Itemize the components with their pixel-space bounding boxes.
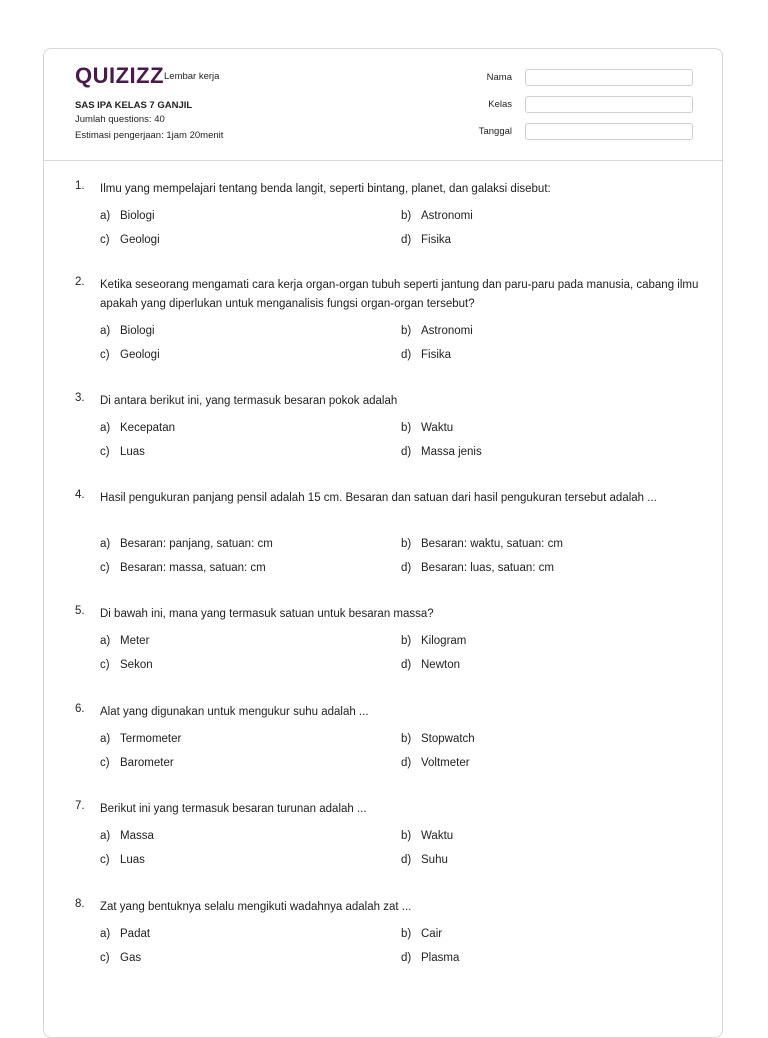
option-c: c) Geologi — [100, 234, 160, 246]
question-text: Hasil pengukuran panjang pensil adalah 15 cm. Besaran dan satuan dari hasil pengukuran tersebut adalah ... — [100, 492, 657, 504]
option-d: d) Plasma — [401, 952, 460, 964]
option-a: a) Padat — [100, 928, 151, 940]
option-c: c) Sekon — [100, 659, 153, 671]
question-number: 6. — [75, 703, 85, 715]
option-a: a) Meter — [100, 635, 150, 647]
option-d: d) Suhu — [401, 854, 448, 866]
option-a: a) Biologi — [100, 325, 155, 337]
question-count: Jumlah questions: 40 — [75, 114, 165, 125]
name-label: Nama — [486, 72, 512, 83]
question-text: Ilmu yang mempelajari tentang benda langit, seperti bintang, planet, dan galaksi disebut: — [100, 183, 551, 195]
option-a: a) Kecepatan — [100, 422, 175, 434]
option-a: a) Besaran: panjang, satuan: cm — [100, 538, 273, 550]
estimated-time: Estimasi pengerjaan: 1jam 20menit — [75, 130, 224, 141]
option-a: a) Termometer — [100, 733, 182, 745]
option-d: d) Fisika — [401, 234, 452, 246]
worksheet-header — [44, 49, 722, 161]
option-b: b) Kilogram — [401, 635, 467, 647]
question-text: Zat yang bentuknya selalu mengikuti wadahnya adalah zat ... — [100, 901, 412, 913]
question-number: 2. — [75, 276, 85, 288]
question-number: 3. — [75, 392, 85, 404]
class-field[interactable] — [525, 96, 693, 113]
option-a: a) Massa — [100, 830, 154, 842]
name-field[interactable] — [525, 69, 693, 86]
question-text: Ketika seseorang mengamati cara kerja organ-organ tubuh seperti jantung dan paru-paru pada manusia, cabang ilmu apakah yang diperlukan untuk menganalisis fungsi organ-organ tersebut? — [100, 279, 699, 310]
option-c: c) Barometer — [100, 757, 174, 769]
option-b: b) Cair — [401, 928, 443, 940]
question-number: 5. — [75, 605, 85, 617]
option-d: d) Newton — [401, 659, 460, 671]
quizizz-logo: QUIZIZZ — [75, 63, 165, 88]
option-d: d) Voltmeter — [401, 757, 470, 769]
option-d: d) Massa jenis — [401, 446, 482, 458]
question-text: Di antara berikut ini, yang termasuk besaran pokok adalah — [100, 395, 398, 407]
option-d: d) Fisika — [401, 349, 452, 361]
option-c: c) Besaran: massa, satuan: cm — [100, 562, 266, 574]
worksheet-title: SAS IPA KELAS 7 GANJIL — [75, 100, 193, 111]
option-d: d) Besaran: luas, satuan: cm — [401, 562, 554, 574]
question-number: 7. — [75, 800, 85, 812]
date-field[interactable] — [525, 123, 693, 140]
question-number: 4. — [75, 489, 85, 501]
option-b: b) Waktu — [401, 830, 454, 842]
question-number: 1. — [75, 180, 85, 192]
question-number: 8. — [75, 898, 85, 910]
option-b: b) Besaran: waktu, satuan: cm — [401, 538, 563, 550]
option-c: c) Luas — [100, 854, 145, 866]
class-label: Kelas — [488, 99, 512, 110]
date-label: Tanggal — [478, 126, 512, 137]
worksheet — [43, 48, 723, 1038]
option-b: b) Stopwatch — [401, 733, 475, 745]
option-c: c) Gas — [100, 952, 142, 964]
worksheet-label: Lembar kerja — [164, 71, 220, 82]
option-c: c) Geologi — [100, 349, 160, 361]
option-b: b) Astronomi — [401, 325, 473, 337]
question-text: Di bawah ini, mana yang termasuk satuan untuk besaran massa? — [100, 608, 434, 620]
option-a: a) Biologi — [100, 210, 155, 222]
option-b: b) Waktu — [401, 422, 454, 434]
option-c: c) Luas — [100, 446, 145, 458]
option-b: b) Astronomi — [401, 210, 473, 222]
question-text: Berikut ini yang termasuk besaran turunan adalah ... — [100, 803, 367, 815]
question-text: Alat yang digunakan untuk mengukur suhu adalah ... — [100, 706, 369, 718]
